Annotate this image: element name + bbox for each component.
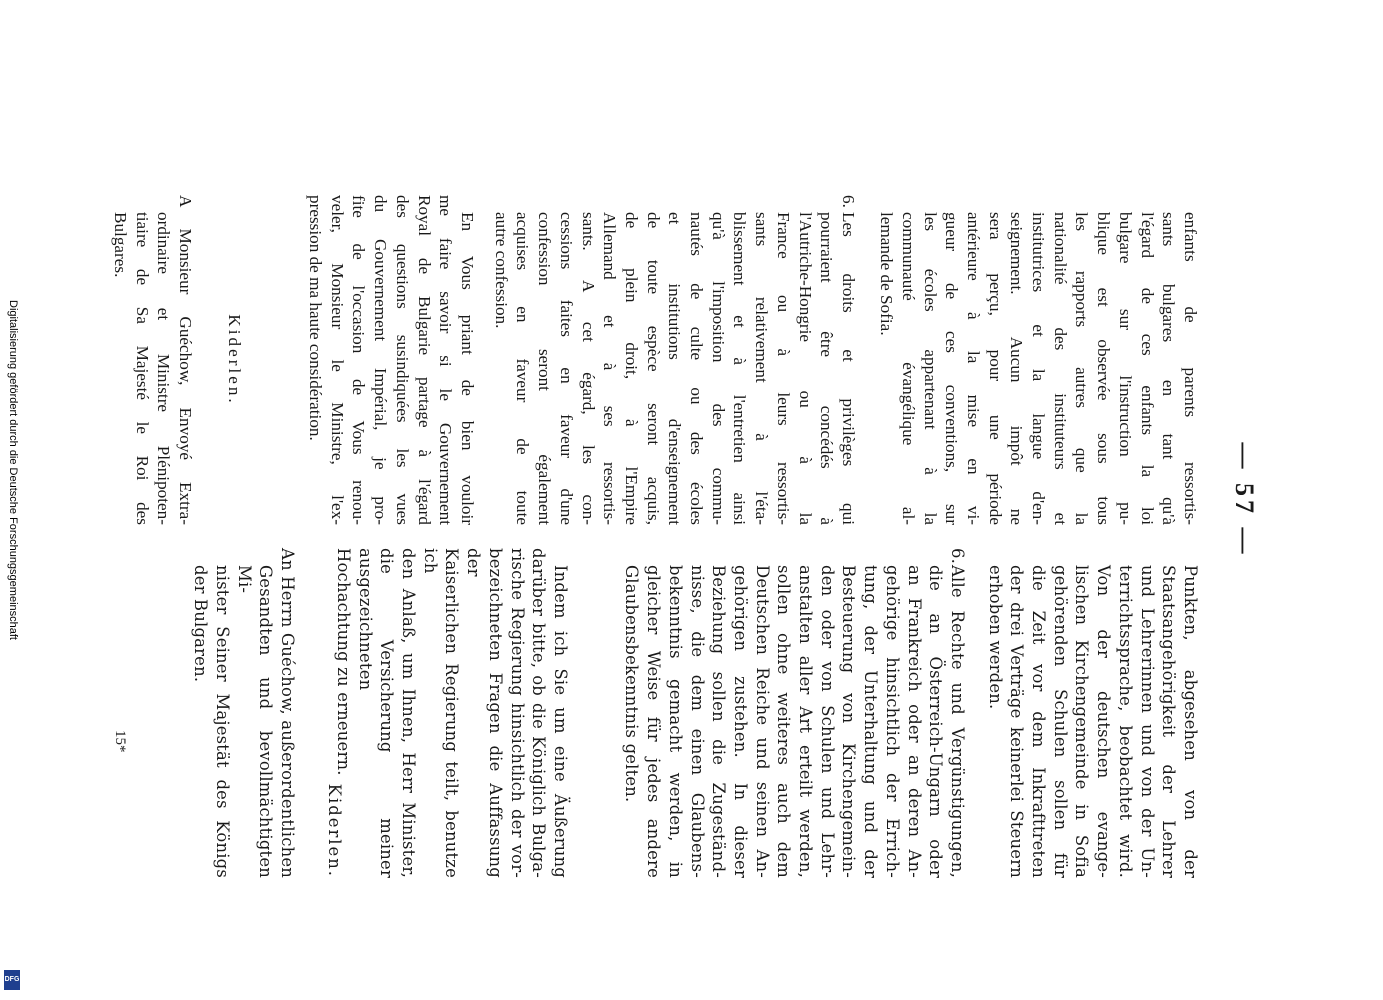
text-line: Von der deutschen evange- (1094, 565, 1114, 878)
german-item-number: 6. (948, 548, 967, 565)
text-line: me faire savoir si le Gouvernement (436, 195, 456, 525)
text-line: gehörenden Schulen sollen für (1050, 565, 1070, 878)
text-line: der Bulgaren. (191, 565, 211, 683)
text-line: nautés de culte ou des écoles (687, 212, 707, 525)
text-line: acquises en faveur de toute (513, 212, 533, 525)
text-line: die an Österreich-Ungarn oder (926, 565, 946, 878)
text-line: les écoles appartenant à la (920, 212, 940, 525)
text-line: Indem ich Sie um eine Äußerung (551, 565, 570, 878)
signature-mark: 15* (112, 730, 128, 753)
text-line: des questions susindiquées les vues (392, 195, 412, 525)
french-signature: Kiderlen. (225, 314, 244, 406)
text-line: pourraient être concédés à (817, 212, 837, 525)
german-address (189, 548, 298, 878)
text-line: A Monsieur Guéchow, Envoyé Extra- (176, 195, 195, 525)
text-line: Alle Rechte und Vergünstigungen, (948, 565, 967, 878)
french-item-6-text (490, 212, 859, 525)
text-line: Punkten, abgesehen von der (1181, 565, 1200, 878)
german-address-text (189, 548, 298, 878)
text-line: institutrices et la langue d'en- (1029, 212, 1049, 525)
text-line: die Zeit vor dem Inkrafttreten (1029, 565, 1049, 878)
text-line: Glaubensbekenntnis gelten. (622, 565, 642, 803)
text-line: France ou à leurs ressortis- (773, 212, 793, 525)
french-continuation (875, 195, 1201, 525)
german-item-6-text (621, 565, 968, 878)
text-line: Allemand et à ses ressortis- (600, 212, 620, 525)
text-line: terrichtssprache, beobachtet wird. (1115, 565, 1135, 878)
text-line: nisse, die dem einen Glaubens- (687, 565, 707, 878)
text-line: blissement et à l'entretien ainsi (730, 212, 750, 525)
german-continuation (984, 548, 1201, 878)
text-line: enfants de parents ressortis- (1181, 212, 1200, 525)
text-line: und Lehrerinnen und von der Un- (1137, 565, 1157, 878)
text-line: blique est observée sous tous (1094, 212, 1114, 525)
text-line: darüber bitte, ob die Königlich Bulga- (529, 548, 549, 878)
text-line: l'Autriche-Hongrie ou à la (795, 212, 815, 525)
text-line: gleicher Weise für jedes andere (644, 565, 664, 878)
text-line: nationalité des instituteurs et (1050, 212, 1070, 525)
text-line: gueur de ces conventions, sur (942, 212, 962, 525)
text-line: sants bulgares en tant qu'à (1159, 212, 1179, 525)
text-line: confession seront également (535, 212, 555, 525)
text-line: lischen Kirchengemeinde in Sofia (1072, 565, 1092, 878)
text-line: gehörigen zustehen. In dieser (730, 565, 750, 878)
text-line: Royal de Bulgarie partage à l'égard (414, 195, 434, 525)
text-line: Gesandten und bevollmächtigten Mi- (234, 565, 276, 878)
text-line: du Gouvernement Impérial, je pro- (371, 195, 391, 525)
german-item-6 (621, 548, 968, 878)
text-line: l'égard de ces enfants la loi (1137, 212, 1157, 525)
french-closing-text (304, 195, 478, 525)
text-line: bekenntnis gemacht werden, in (665, 565, 685, 878)
french-closing (304, 195, 478, 525)
text-line: Besteuerung von Kirchengemein- (839, 565, 859, 878)
text-line: Les droits et privilèges qui (839, 212, 858, 525)
text-line: antérieure à la mise en vi- (963, 212, 983, 525)
text-line: ordinaire et Ministre Plénipoten- (154, 212, 174, 525)
text-line: erhoben werden. (985, 565, 1005, 710)
text-line: Staatsangehörigkeit der Lehrer (1159, 565, 1179, 878)
text-line: Kaiserlichen Regierung teilt, benutze ich (420, 548, 462, 878)
german-closing (332, 548, 571, 878)
text-line: den oder von Schulen und Lehr- (817, 565, 837, 878)
text-line: bulgare sur l'instruction pu- (1115, 212, 1135, 525)
text-line: der drei Verträge keinerlei Steuern (1007, 565, 1027, 878)
text-line: seignement. Aucun impôt ne (1007, 212, 1027, 525)
text-line: autre confession. (491, 212, 511, 329)
text-line: tiaire de Sa Majesté le Roi des (132, 212, 152, 525)
french-address (109, 195, 196, 525)
text-line: Hochachtung zu erneuern. (333, 548, 353, 776)
text-line: lemande de Sofia. (877, 212, 897, 336)
text-line: sollen ohne weiteres auch dem (774, 565, 794, 878)
french-item-6 (490, 195, 859, 525)
text-line: rische Regierung hinsichtlich der vor- (507, 548, 527, 878)
text-line: bezeichneten Fragen die Auffassung der (464, 548, 505, 878)
text-line: communauté évangélique al- (898, 212, 918, 525)
german-continuation-text (984, 548, 1201, 878)
text-line: Bulgares. (110, 212, 130, 278)
text-line: sera perçu, pour une période (985, 212, 1005, 525)
text-line: An Herrn Guéchow, außerordentlichen (278, 548, 297, 878)
text-line: pression de ma haute considération. (306, 195, 326, 441)
credit-text: Digitalisierung gefördert durch die Deutsche Forschungsgemeinschaft (7, 300, 19, 640)
text-line: fite de l'occasion de Vous renou- (349, 195, 369, 525)
page-number: — 57 — (1230, 442, 1259, 558)
text-line: qu'à l'imposition des commu- (708, 212, 728, 525)
text-line: nister Seiner Majestät des Königs (212, 565, 232, 878)
text-line: gehörige hinsichtlich der Errich- (882, 565, 902, 878)
text-line: anstalten aller Art erteilt werden, (796, 565, 816, 878)
text-line: cessions faites en faveur d'une (556, 212, 576, 525)
french-continuation-text (875, 195, 1201, 525)
german-signature: Kiderlen. (325, 783, 344, 878)
text-line: tung, der Unterhaltung und der (861, 565, 881, 878)
text-line: sants. A cet égard, les con- (578, 212, 598, 525)
text-line: de plein droit, à l'Empire (621, 212, 641, 525)
text-line: an Frankreich oder an deren An- (904, 565, 924, 878)
text-line: et institutions d'enseignement (665, 212, 685, 525)
dfg-logo: DFG (4, 970, 20, 990)
text-line: Deutschen Reiche und seinen An- (752, 565, 772, 878)
french-address-text (109, 195, 196, 525)
german-closing-text (332, 548, 571, 878)
text-line: En Vous priant de bien vouloir (458, 212, 477, 525)
text-line: die Versicherung meiner ausgezeichneten (355, 548, 397, 878)
text-line: de toute espèce seront acquis, (643, 212, 663, 525)
french-item-number: 6. (839, 195, 858, 208)
text-line: les rapports autres que la (1072, 212, 1092, 525)
text-line: veler, Monsieur le Ministre, l'ex- (327, 195, 347, 525)
text-line: den Anlaß, um Ihnen, Herr Minister, (399, 548, 419, 878)
text-line: sants relativement à l'éta- (752, 212, 772, 525)
text-line: Beziehung sollen die Zugeständ- (709, 565, 729, 878)
